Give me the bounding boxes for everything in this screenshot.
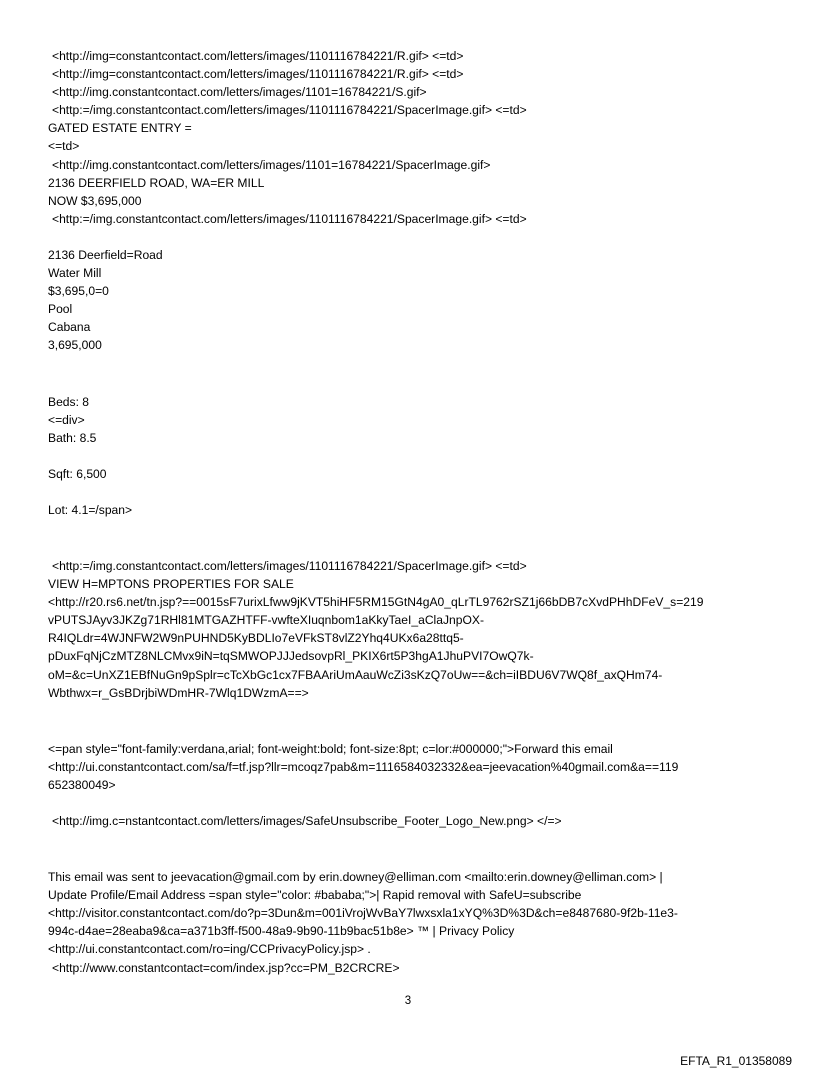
image-link-line: <http://img.constantcontact.com/letters/images/1101=16784221/S.gif> — [52, 85, 427, 100]
property-address-heading: 2136 DEERFIELD ROAD, WA=ER MILL — [48, 175, 265, 190]
tracking-link-line[interactable]: oM=&c=UnXZ1EBfNuGn9pSplr=cTcXbGc1cx7FBAAriUmAauWcZi3sKzQ7oUw==&ch=iIBDU6V7WQ8f_axQHm74- — [48, 667, 663, 682]
view-properties-heading: VIEW H=MPTONS PROPERTIES FOR SALE — [48, 577, 294, 592]
property-sqft: Sqft: 6,500 — [48, 466, 107, 481]
property-price-heading: NOW $3,695,000 — [48, 193, 142, 208]
image-link-line: <http://img.constantcontact.com/letters/images/1101=16784221/SpacerImage.gif> — [52, 157, 491, 172]
image-link-line: <http://img=constantcontact.com/letters/images/1101116784221/R.gif> <=td> — [52, 67, 464, 82]
tracking-link-line[interactable]: R4IQLdr=4WJNFW2W9nPUHND5KyBDLIo7eVFkST8vlZ2Yhq4UKx6a28ttq5- — [48, 631, 464, 646]
property-price: $3,695,0=0 — [48, 284, 109, 299]
safe-unsubscribe-logo-link[interactable]: <http://img.c=nstantcontact.com/letters/images/SafeUnsubscribe_Footer_Logo_New.png> </=> — [52, 814, 562, 828]
image-link-line: <http:=/img.constantcontact.com/letters/images/1101116784221/SpacerImage.gif> <=td> — [52, 558, 527, 573]
heading-gated-estate: GATED ESTATE ENTRY = — [48, 121, 192, 136]
property-beds: Beds: 8 — [48, 394, 90, 409]
text-line: <=div> — [48, 412, 85, 427]
update-profile-line: Update Profile/Email Address =span style="color: #bababa;">| Rapid removal with SafeU=subscribe — [48, 888, 582, 903]
page-number: 3 — [404, 995, 412, 1007]
privacy-policy-line: 994c-d4ae=28eaba9&ca=a371b3ff-f500-48a9-9b90-11b9bac51b8e> ™ | Privacy Policy — [48, 924, 515, 939]
sent-to-line: This email was sent to jeevacation@gmail.com by erin.downey@elliman.com <mailto:erin.downey@elliman.com> | — [48, 870, 663, 885]
tracking-link-line[interactable]: <http://r20.rs6.net/tn.jsp?==0015sF7urixLfww9jKVT5hiHF5RM15GtN4gA0_qLrTL9762rSZ1j66bDB7cXvdPHhDFeV_s=219 — [48, 595, 704, 610]
forward-email-link[interactable]: 652380049> — [48, 777, 116, 792]
image-link-line: <http:=/img.constantcontact.com/letters/images/1101116784221/SpacerImage.gif> <=td> — [52, 103, 527, 118]
unsubscribe-link[interactable]: <http://visitor.constantcontact.com/do?p=3Dun&m=001iVrojWvBaY7lwxsxla1xYQ%3D%3D&ch=e8487680-9f2b-11e3- — [48, 906, 678, 921]
property-lot: Lot: 4.1=/span> — [48, 502, 133, 517]
constant-contact-link[interactable]: <http://www.constantcontact=com/index.jsp?cc=PM_B2CRCRE> — [52, 960, 400, 975]
image-link-line: <http:=/img.constantcontact.com/letters/images/1101116784221/SpacerImage.gif> <=td> — [52, 211, 527, 226]
tracking-link-line[interactable]: vPUTSJAyv3JKZg71RHl81MTGAZHTFF-vwfteXIuqnbom1aKkyTaeI_aClaJnpOX- — [48, 613, 484, 628]
property-town: Water Mill — [48, 266, 102, 281]
privacy-policy-link[interactable]: <http://ui.constantcontact.com/ro=ing/CCPrivacyPolicy.jsp> . — [48, 942, 371, 957]
tracking-link-line[interactable]: pDuxFqNjCzMTZ8NLCMvx9iN=tqSMWOPJJJedsovpRl_PKIX6rt5P3hgA1JhuPVI7OwQ7k- — [48, 649, 534, 664]
text-line: <=td> — [48, 139, 80, 154]
document-id: EFTA_R1_01358089 — [680, 1054, 792, 1068]
property-baths: Bath: 8.5 — [48, 430, 97, 445]
property-price-plain: 3,695,000 — [48, 338, 102, 353]
property-street: 2136 Deerfield=Road — [48, 247, 163, 262]
forward-email-link[interactable]: <http://ui.constantcontact.com/sa/f=tf.jsp?llr=mcoqz7pab&m=1116584032332&ea=jeevacation%40gmail.com&a==119 — [48, 759, 679, 774]
property-feature-cabana: Cabana — [48, 320, 91, 335]
forward-email-line: <=pan style="font-family:verdana,arial; font-weight:bold; font-size:8pt; c=lor:#000000;">Forward this email — [48, 741, 613, 756]
property-feature-pool: Pool — [48, 302, 73, 317]
tracking-link-line[interactable]: Wbthwx=r_GsBDrjbiWDmHR-7Wlq1DWzmA==> — [48, 685, 309, 700]
image-link-line: <http://img=constantcontact.com/letters/images/1101116784221/R.gif> <=td> — [52, 49, 464, 63]
email-body — [48, 47, 778, 977]
